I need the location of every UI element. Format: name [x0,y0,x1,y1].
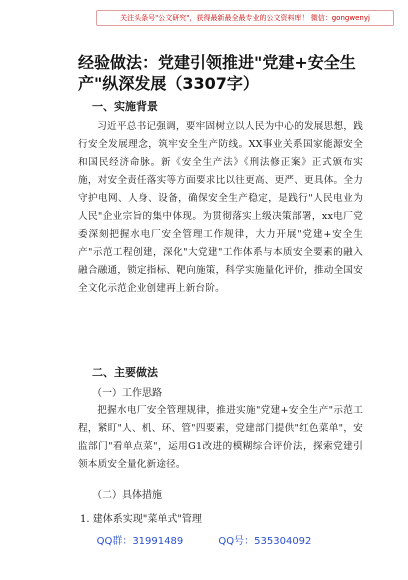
header-banner: 关注头条号"公文研究"，获得最新最全最专业的公文资料库！ 微信：gongwenyj [96,10,394,26]
background-paragraph: 习近平总书记强调，要牢固树立以人民为中心的发展思想，践行安全发展理念，筑牢安全生产防线。XX事业关系国家能源安全和国民经济命脉。新《安全生产法》《刑法修正案》正式颁布实施，对安全责任落实等方面要求比以往更高、更严、更具体。全力守护电网、人身、设备，确保安全生产稳定，是践行"人民电业为人民"企业宗旨的集中体现。为贯彻落实上级决策部署，xx电厂党委深刻把握水电厂安全管理工作规律，大力开展"党建+安全生产"示范工程创建，深化"大党建"工作体系与本质安全要素的融入融合融通，锁定指标、靶向施策，科学实施量化评价，推动全国安全文化示范企业创建再上新台阶。 [78,121,363,294]
approach-paragraph: 把握水电厂安全管理规律，推进实施"党建+安全生产"示范工程，紧盯"人、机、环、管"四要素，党建部门提供"红色菜单"，安监部门"看单点菜"，运用G1改进的模糊综合评价法，探索党建引领本质安全量化新途径。 [78,405,363,470]
measure-item-1: 1. 建体系实现"菜单式"管理 [80,514,202,525]
document-title: 经验做法：党建引领推进"党建+安全生产"纵深发展（3307字） [78,53,356,93]
footer-contact [0,532,408,547]
qq-group: QQ群：31991489 [96,536,184,547]
section-heading-background: 一、实施背景 [92,100,158,113]
section-heading-practices: 二、主要做法 [92,366,158,379]
subheading-measures: （二）具体措施 [92,490,162,501]
subheading-approach: （一）工作思路 [92,388,162,399]
qq-number: QQ号：535304092 [218,536,312,547]
